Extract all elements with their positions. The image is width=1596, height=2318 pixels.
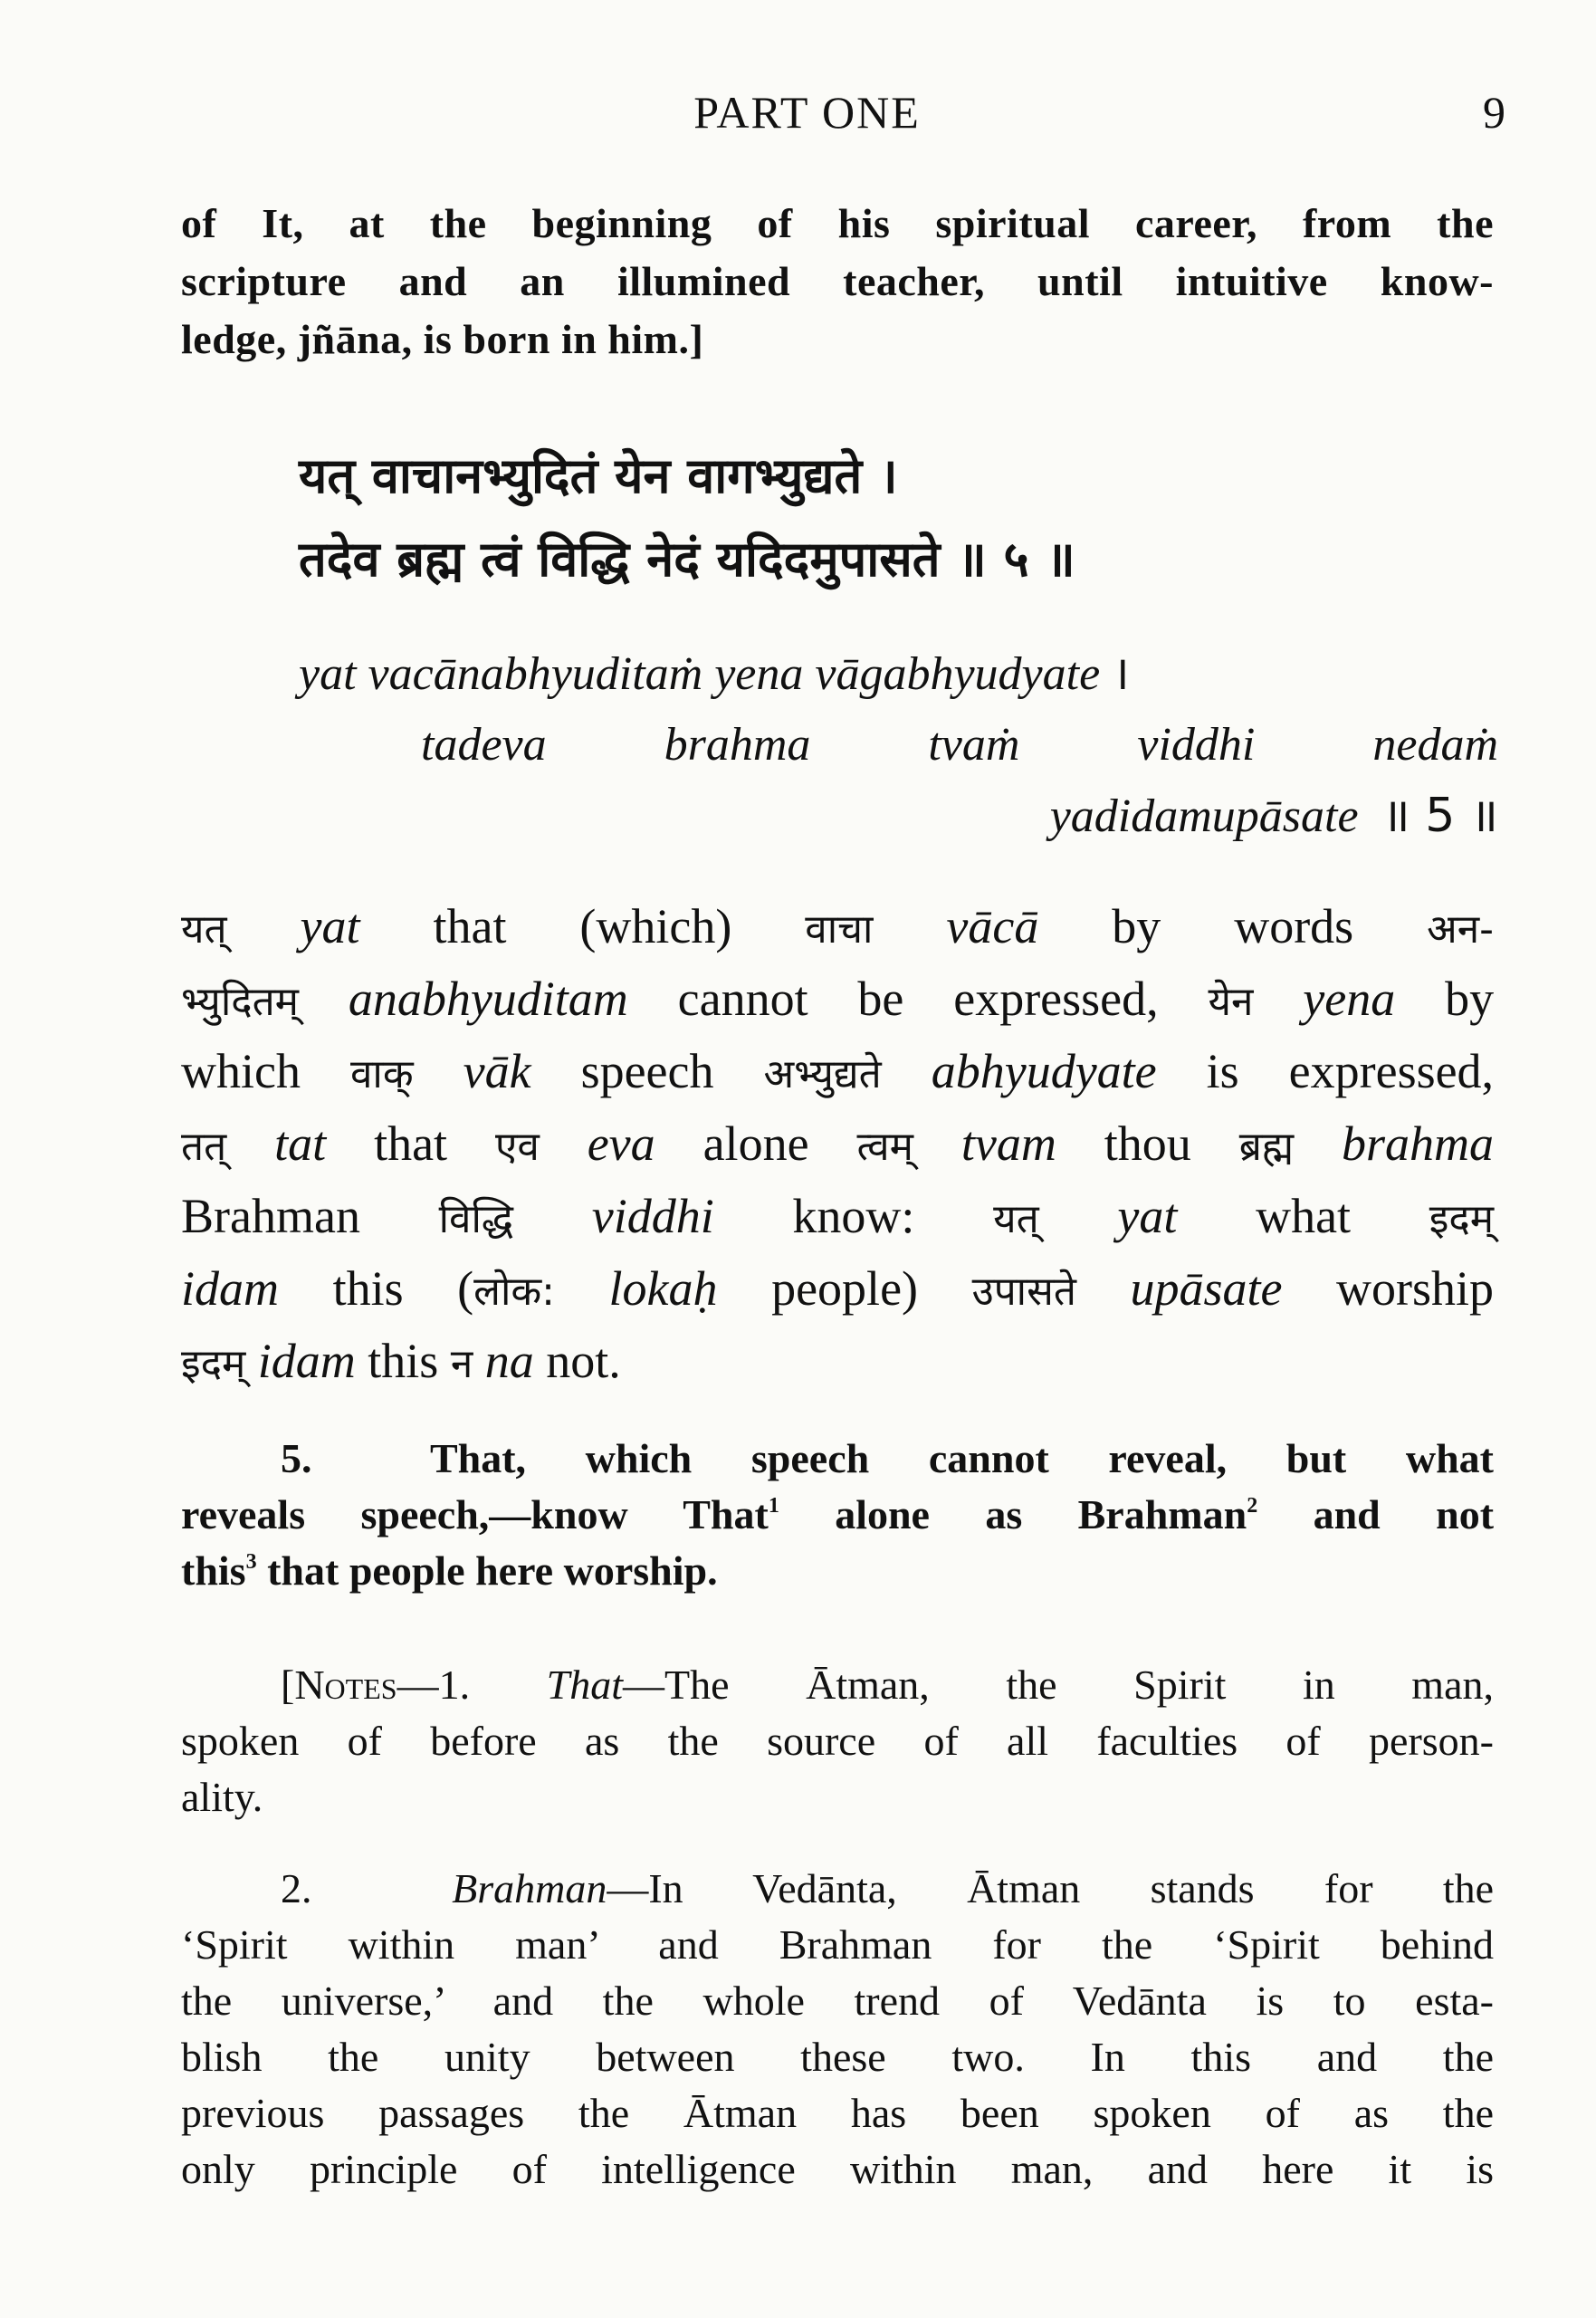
gloss-deva: यत् (181, 906, 227, 953)
gloss-translit: yat (300, 899, 360, 953)
gloss-translit: viddhi (591, 1189, 714, 1243)
gloss-translit: upāsate (1130, 1261, 1283, 1316)
gloss-line (181, 1182, 1494, 1254)
note-term: That (546, 1662, 624, 1708)
gloss-deva: इदम् (1429, 1196, 1495, 1242)
gloss-deva: भ्युदितम् (181, 979, 299, 1025)
note-line (181, 1861, 1494, 1917)
translation-line (181, 1487, 1494, 1543)
gloss-meaning: that (374, 1116, 448, 1171)
gloss-meaning: know: (792, 1189, 915, 1243)
running-title: PART ONE (693, 87, 921, 138)
gloss-translit: yena (1303, 972, 1396, 1026)
translit-word: brahma (664, 719, 811, 771)
translit-line-2 (299, 710, 1498, 781)
gloss-translit: abhyudyate (931, 1044, 1157, 1098)
gloss-deva: अभ्युद्यते (763, 1051, 882, 1097)
note-line: ‘Spirit within man’ and Brahman for the ‘Spirit behind (181, 1921, 1494, 1968)
gloss-deva: उपासते (971, 1269, 1076, 1315)
gloss-translit: idam (257, 1334, 356, 1388)
gloss-line (181, 964, 1494, 1037)
translit-word: viddhi (1137, 719, 1256, 771)
gloss-translit: anabhyuditam (348, 972, 628, 1026)
verse-number-mark: ॥ 5 ॥ (1381, 789, 1498, 843)
gloss-meaning: which (181, 1044, 301, 1098)
translation-text: That, which speech cannot reveal, but what (429, 1435, 1494, 1481)
gloss-line (181, 1109, 1494, 1182)
intro-paragraph (181, 195, 1494, 369)
translation-text: reveals speech,—know That (181, 1491, 769, 1537)
note-number: —1. (397, 1662, 471, 1708)
gloss-meaning: alone (702, 1116, 809, 1171)
footnote-marker: 2 (1247, 1494, 1258, 1518)
gloss-meaning: people) (771, 1261, 919, 1316)
footnote-marker: 3 (245, 1550, 257, 1574)
gloss-translit: na (484, 1334, 534, 1388)
translation-text: and not (1313, 1491, 1495, 1537)
translit-line-3 (299, 781, 1498, 852)
gloss-translit: vācā (946, 899, 1039, 953)
gloss-translit: tvam (960, 1116, 1056, 1171)
translation-text: this (181, 1547, 246, 1594)
gloss-deva: येन (1208, 979, 1254, 1025)
intro-line: of It, at the beginning of his spiritual career, from the (181, 200, 1494, 246)
note-text: —The Ātman, the Spirit in man, (623, 1662, 1494, 1708)
note-1 (181, 1657, 1494, 1825)
gloss-translit: eva (587, 1116, 655, 1171)
intro-line: ledge, jñāna, is born in him.] (181, 316, 704, 362)
gloss-meaning: is expressed, (1206, 1044, 1495, 1098)
gloss-line (181, 1254, 1494, 1327)
gloss-deva: तत् (181, 1124, 227, 1170)
danda-mark: । (1112, 647, 1130, 701)
gloss-translit: brahma (1342, 1116, 1495, 1171)
gloss-translit: vāk (463, 1044, 531, 1098)
gloss-translit: tat (274, 1116, 327, 1171)
translit-line-1 (299, 638, 1498, 710)
verse-line-2: तदेव ब्रह्म त्वं विद्धि नेदं यदिदमुपासते ॥ ५ ॥ (299, 531, 1075, 588)
gloss-meaning: that (which) (433, 899, 732, 953)
translit-text: yadidamupāsate (1049, 790, 1359, 842)
gloss-translit: idam (181, 1261, 279, 1316)
gloss-deva: न (450, 1341, 473, 1387)
note-term: Brahman (452, 1865, 607, 1911)
note-number: 2. (281, 1865, 312, 1911)
gloss-deva: विद्धि (438, 1196, 514, 1242)
verse-translation (181, 1431, 1494, 1599)
page-header (181, 86, 1505, 140)
gloss-deva: इदम् (181, 1341, 246, 1387)
gloss-deva: एव (494, 1124, 540, 1170)
note-line: blish the unity between these two. In this and the (181, 2034, 1494, 2080)
note-line: only principle of intelligence within man, and here it is (181, 2146, 1494, 2192)
translit-word: tadeva (421, 719, 547, 771)
gloss-deva: लोक: (473, 1269, 555, 1315)
gloss-deva: यत् (993, 1196, 1039, 1242)
translit-text: yat vacānabhyuditaṁ yena vāgabhyudyate (299, 648, 1101, 700)
translation-line (181, 1543, 1494, 1599)
gloss-meaning: thou (1104, 1116, 1191, 1171)
translation-text: that people here worship. (267, 1547, 718, 1594)
page-number: 9 (1483, 87, 1505, 138)
note-line (181, 1657, 1494, 1713)
note-line: the universe,’ and the whole trend of Vedānta is to esta- (181, 1978, 1494, 2024)
gloss-deva: वाचा (805, 906, 874, 953)
note-line: ality. (181, 1774, 263, 1820)
translit-word: tvaṁ (928, 719, 1020, 771)
gloss-meaning: speech (580, 1044, 714, 1098)
gloss-deva: वाक् (349, 1051, 414, 1097)
word-gloss (181, 892, 1494, 1399)
gloss-meaning: by (1445, 972, 1495, 1026)
verse-line-1: यत् वाचानभ्युदितं येन वागभ्युद्यते । (299, 447, 898, 504)
gloss-line (181, 1037, 1494, 1109)
note-line: previous passages the Ātman has been spoken of as the (181, 2090, 1494, 2136)
gloss-deva: अन- (1427, 906, 1495, 953)
gloss-deva: ब्रह्म (1238, 1124, 1295, 1170)
verse-number: 5. (281, 1435, 312, 1481)
note-2 (181, 1861, 1494, 2198)
gloss-meaning: this (368, 1334, 439, 1388)
sanskrit-verse (299, 435, 1295, 601)
transliteration (299, 638, 1498, 852)
gloss-line (181, 892, 1494, 964)
gloss-meaning: by words (1112, 899, 1354, 953)
gloss-meaning: worship (1336, 1261, 1495, 1316)
gloss-meaning: what (1256, 1189, 1352, 1243)
note-line: spoken of before as the source of all faculties of person- (181, 1718, 1494, 1764)
footnote-marker: 1 (768, 1494, 779, 1518)
translit-word: nedaṁ (1372, 719, 1498, 771)
intro-line: scripture and an illumined teacher, until intuitive know- (181, 258, 1494, 304)
gloss-translit: yat (1117, 1189, 1178, 1243)
translation-text: alone as Brahman (835, 1491, 1247, 1537)
gloss-meaning: cannot be expressed, (677, 972, 1159, 1026)
gloss-translit: lokaḥ (608, 1261, 718, 1316)
gloss-meaning: Brahman (181, 1189, 360, 1243)
gloss-meaning: this ( (332, 1261, 474, 1316)
gloss-line (181, 1327, 1494, 1399)
notes-label: Notes (294, 1662, 397, 1708)
note-bracket: [ (281, 1662, 295, 1708)
gloss-deva: त्वम् (856, 1124, 913, 1170)
gloss-meaning: not. (546, 1334, 621, 1388)
translation-line (181, 1431, 1494, 1487)
note-text: —In Vedānta, Ātman stands for the (607, 1865, 1495, 1911)
